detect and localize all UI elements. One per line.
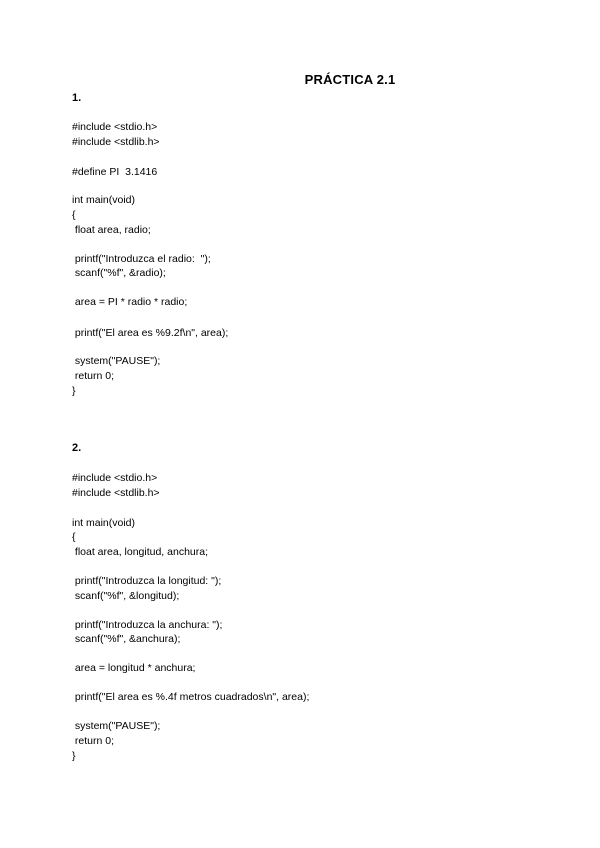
code-line: printf("El area es %.4f metros cuadrados\n", area); (72, 691, 310, 703)
code-line: return 0; (72, 735, 115, 747)
page-title (0, 72, 600, 87)
section-2-heading: 2. (72, 442, 82, 454)
code-line: area = PI * radio * radio; (72, 296, 188, 308)
code-line: float area, longitud, anchura; (72, 546, 209, 558)
code-line: printf("El area es %9.2f\n", area); (72, 327, 229, 339)
code-line: system("PAUSE"); (72, 355, 161, 367)
code-line: float area, radio; (72, 224, 151, 236)
page-title-text: PRÁCTICA 2.1 (304, 72, 396, 87)
code-line: scanf("%f", &radio); (72, 267, 166, 279)
code-line: scanf("%f", &anchura); (72, 633, 181, 645)
code-line: } (72, 385, 76, 397)
code-line: printf("Introduzca la longitud: "); (72, 575, 222, 587)
section-1-heading: 1. (72, 92, 82, 104)
code-line: #define PI 3.1416 (72, 166, 158, 178)
code-line: #include <stdlib.h> (72, 136, 160, 148)
code-line: system("PAUSE"); (72, 720, 161, 732)
code-line: scanf("%f", &longitud); (72, 590, 180, 602)
code-line: int main(void) (72, 194, 136, 206)
code-line: area = longitud * anchura; (72, 662, 196, 674)
code-line: #include <stdio.h> (72, 472, 158, 484)
code-line: #include <stdio.h> (72, 121, 158, 133)
code-line: printf("Introduzca la anchura: "); (72, 619, 223, 631)
code-line: printf("Introduzca el radio: "); (72, 253, 211, 265)
code-line: { (72, 209, 76, 221)
code-line: int main(void) (72, 517, 136, 529)
code-line: } (72, 750, 76, 762)
code-line: #include <stdlib.h> (72, 487, 160, 499)
code-line: { (72, 531, 76, 543)
code-line: return 0; (72, 370, 115, 382)
